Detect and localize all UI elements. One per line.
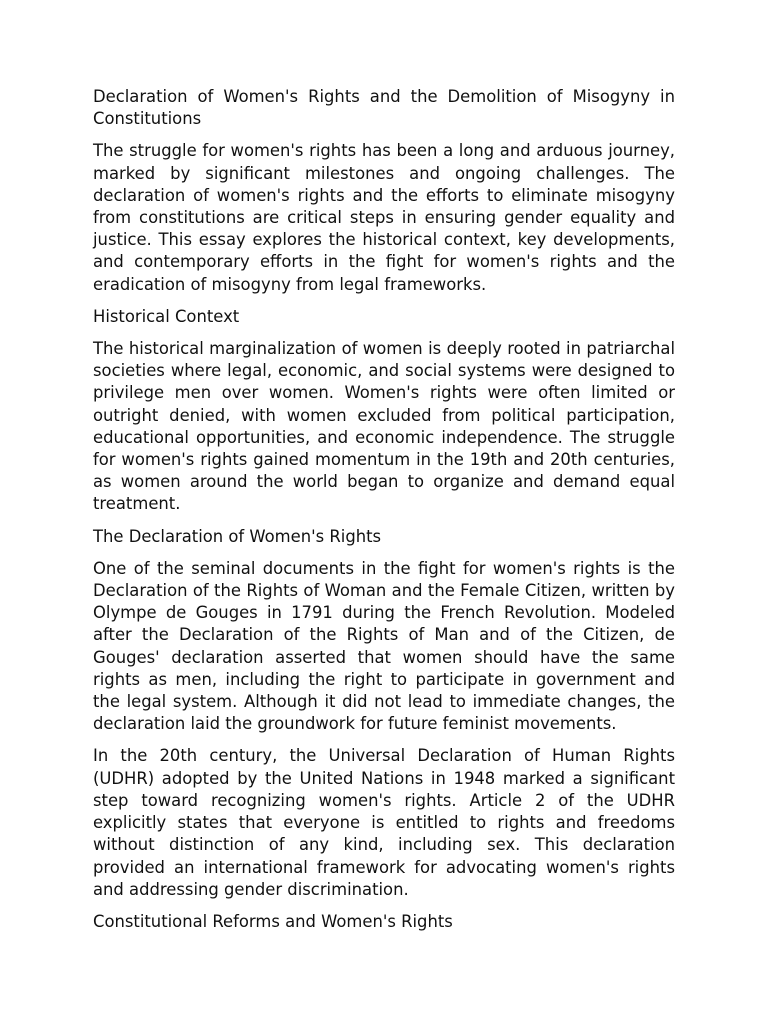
- paragraph-declaration-de-gouges: One of the seminal documents in the fight for women's rights is the Declaration of the Rights of Woman and the Female Citizen, written by Olympe de Gouges in 1791 during the French Revolution. Modeled after the Declaration of the Rights of Man and of the Citizen, de Gouges' declaration asserted that women should have the same rights as men, including the right to participate in government and the legal system. Although it did not lead to immediate changes, the declaration laid the groundwork for future feminist movements.: [93, 558, 675, 734]
- paragraph-declaration-udhr: In the 20th century, the Universal Declaration of Human Rights (UDHR) adopted by the United Nations in 1948 marked a significant step toward recognizing women's rights. Article 2 of the UDHR explicitly states that everyone is entitled to rights and freedoms without distinction of any kind, including sex. This declaration provided an international framework for advocating women's rights and addressing gender discrimination.: [93, 746, 675, 899]
- section-heading-declaration: The Declaration of Women's Rights: [93, 526, 382, 546]
- section-heading-constitutional-reforms: Constitutional Reforms and Women's Rights: [93, 911, 453, 931]
- section-heading-historical-context: Historical Context: [93, 306, 240, 326]
- document-title: Declaration of Women's Rights and the Demolition of Misogyny in Constitutions: [93, 87, 675, 129]
- paragraph-historical-context: The historical marginalization of women is deeply rooted in patriarchal societies where legal, economic, and social systems were designed to privilege men over women. Women's rights were often limited or outright denied, with women excluded from political participation, educational opportunities, and economic independence. The struggle for women's rights gained momentum in the 19th and 20th centuries, as women around the world began to organize and demand equal treatment.: [93, 339, 675, 514]
- intro-paragraph: The struggle for women's rights has been a long and arduous journey, marked by significant milestones and ongoing challenges. The declaration of women's rights and the efforts to eliminate misogyny from constitutions are critical steps in ensuring gender equality and justice. This essay explores the historical context, key developments, and contemporary efforts in the fight for women's rights and the eradication of misogyny from legal frameworks.: [93, 141, 675, 294]
- document-page: [93, 86, 675, 943]
